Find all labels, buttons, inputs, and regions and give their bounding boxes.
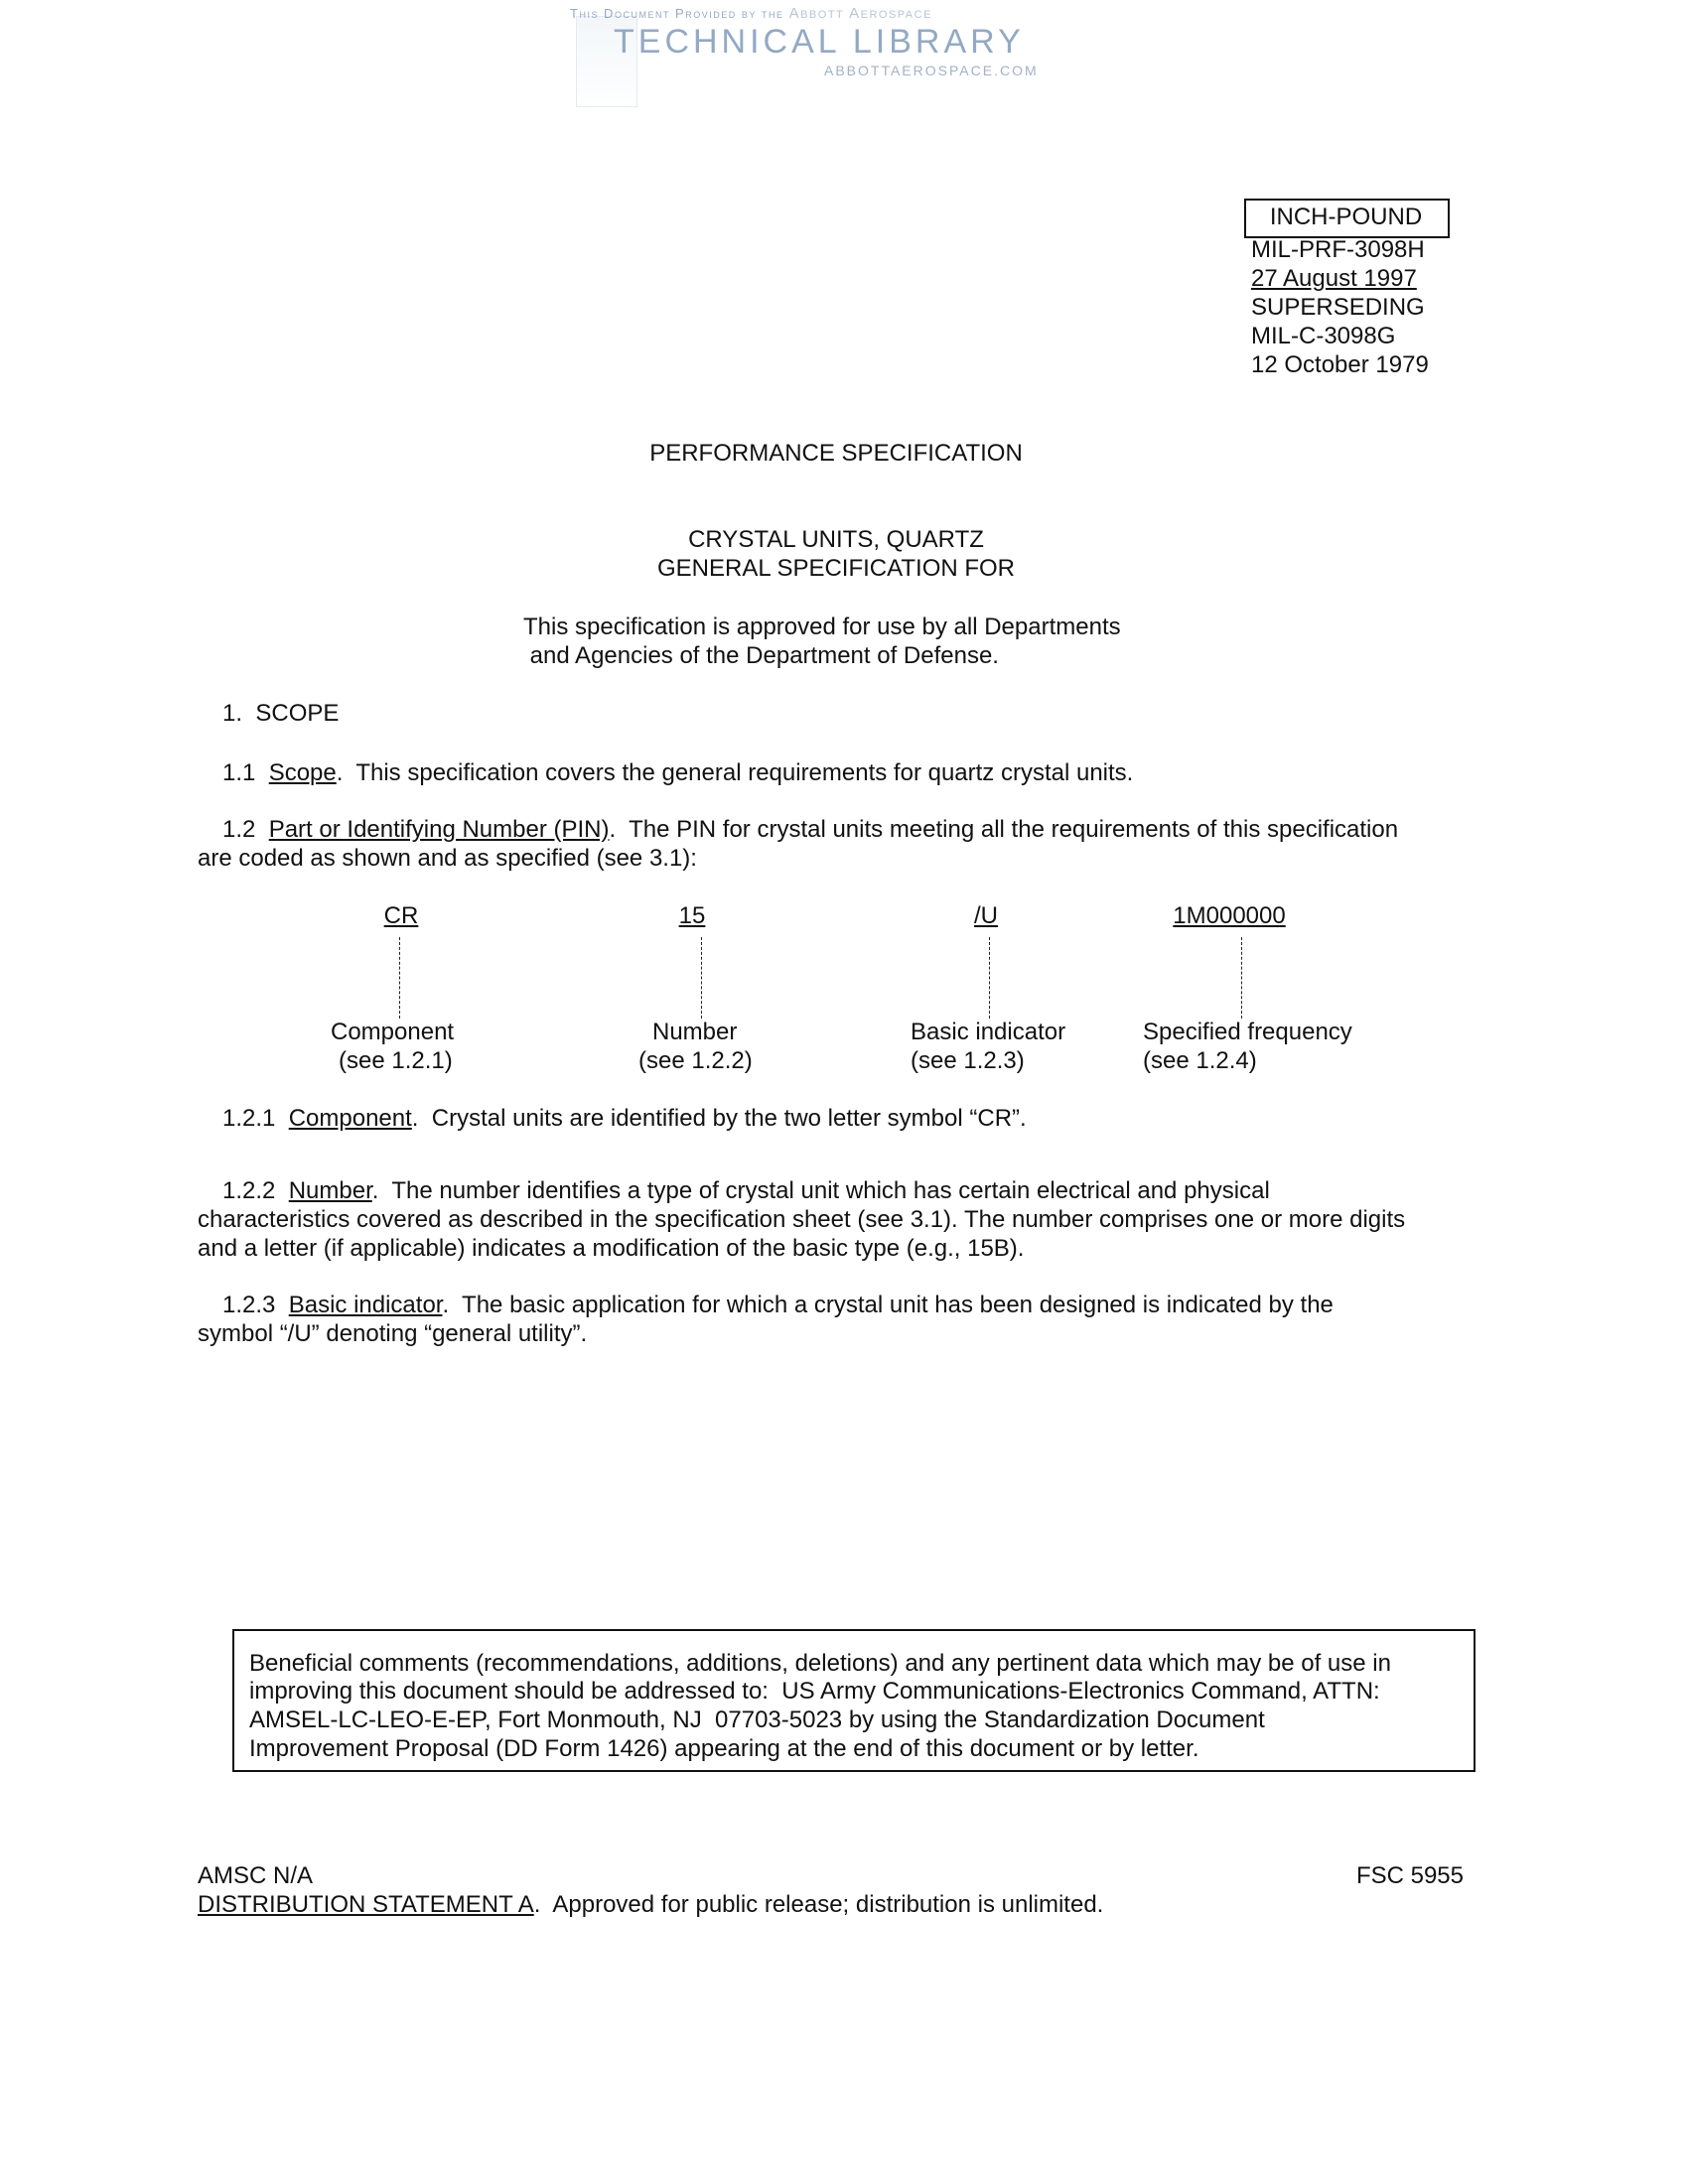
watermark-logo (566, 2, 1082, 111)
pin-connector (1241, 937, 1243, 1019)
watermark-title: TECHNICAL LIBRARY (614, 23, 1025, 61)
para-1-2-line2: are coded as shown and as specified (see 3.1): (198, 845, 697, 872)
comments-line3: AMSEL-LC-LEO-E-EP, Fort Monmouth, NJ 07703-5023 by using the Standardization Document (249, 1706, 1265, 1733)
watermark-url: ABBOTTAEROSPACE.COM (824, 63, 1039, 78)
section-scope-heading: 1. SCOPE (222, 700, 340, 727)
para-1-2-3-line2: symbol “/U” denoting “general utility”. (198, 1320, 588, 1347)
para-1-2-2-line2: characteristics covered as described in the specification sheet (see 3.1). The number comprises one or more digits (198, 1206, 1406, 1233)
title-line1: CRYSTAL UNITS, QUARTZ (688, 526, 984, 553)
pin-label-number: Number (652, 1019, 738, 1045)
inch-pound-label: INCH-POUND (1269, 204, 1423, 230)
para-1-2: 1.2 Part or Identifying Number (PIN). The PIN for crystal units meeting all the requirements of this specification (222, 816, 1399, 843)
pin-ref-indicator: (see 1.2.3) (911, 1047, 1025, 1074)
para-1-2-2-line3: and a letter (if applicable) indicates a modification of the basic type (e.g., 15B). (198, 1235, 1025, 1262)
para-1-1: 1.1 Scope. This specification covers the general requirements for quartz crystal units. (222, 759, 1134, 786)
fsc-label: FSC 5955 (1355, 1862, 1464, 1889)
distribution-statement: DISTRIBUTION STATEMENT A. Approved for public release; distribution is unlimited. (198, 1891, 1104, 1918)
pin-ref-component: (see 1.2.1) (339, 1047, 453, 1074)
pin-connector (989, 937, 991, 1019)
doc-number: MIL-PRF-3098H (1251, 236, 1425, 263)
watermark-line1: This Document Provided by the (570, 6, 784, 21)
para-1-2-3: 1.2.3 Basic indicator. The basic application for which a crystal unit has been designed is indicated by the (222, 1292, 1334, 1318)
pin-label-indicator: Basic indicator (911, 1019, 1066, 1045)
pin-code-indicator: /U (974, 902, 998, 929)
comments-line4: Improvement Proposal (DD Form 1426) appearing at the end of this document or by letter. (249, 1735, 1199, 1762)
old-doc-date: 12 October 1979 (1251, 351, 1429, 378)
pin-code-component: CR (383, 902, 419, 929)
spec-type: PERFORMANCE SPECIFICATION (649, 440, 1023, 467)
watermark-brand: Abbott Aerospace (788, 5, 932, 22)
title-line2: GENERAL SPECIFICATION FOR (656, 555, 1016, 582)
pin-ref-frequency: (see 1.2.4) (1143, 1047, 1257, 1074)
superseding-label: SUPERSEDING (1251, 294, 1425, 321)
old-doc-number: MIL-C-3098G (1251, 323, 1396, 349)
pin-ref-number: (see 1.2.2) (638, 1047, 753, 1074)
approval-line1: This specification is approved for use by all Departments (523, 614, 1121, 640)
comments-line1: Beneficial comments (recommendations, additions, deletions) and any pertinent data which may be of use in (249, 1650, 1391, 1677)
pin-code-number: 15 (678, 902, 706, 929)
approval-line2: and Agencies of the Department of Defense. (523, 642, 999, 669)
comments-line2: improving this document should be addressed to: US Army Communications-Electronics Command, ATTN: (249, 1678, 1380, 1705)
para-1-2-1: 1.2.1 Component. Crystal units are identified by the two letter symbol “CR”. (222, 1105, 1027, 1132)
pin-label-component: Component (331, 1019, 455, 1045)
pin-code-frequency: 1M000000 (1173, 902, 1286, 929)
doc-date: 27 August 1997 (1251, 265, 1417, 292)
pin-connector (399, 937, 401, 1019)
para-1-2-2: 1.2.2 Number. The number identifies a type of crystal unit which has certain electrical and physical (222, 1177, 1270, 1204)
pin-label-frequency: Specified frequency (1143, 1019, 1352, 1045)
amsc-label: AMSC N/A (198, 1862, 314, 1889)
pin-connector (701, 937, 703, 1019)
